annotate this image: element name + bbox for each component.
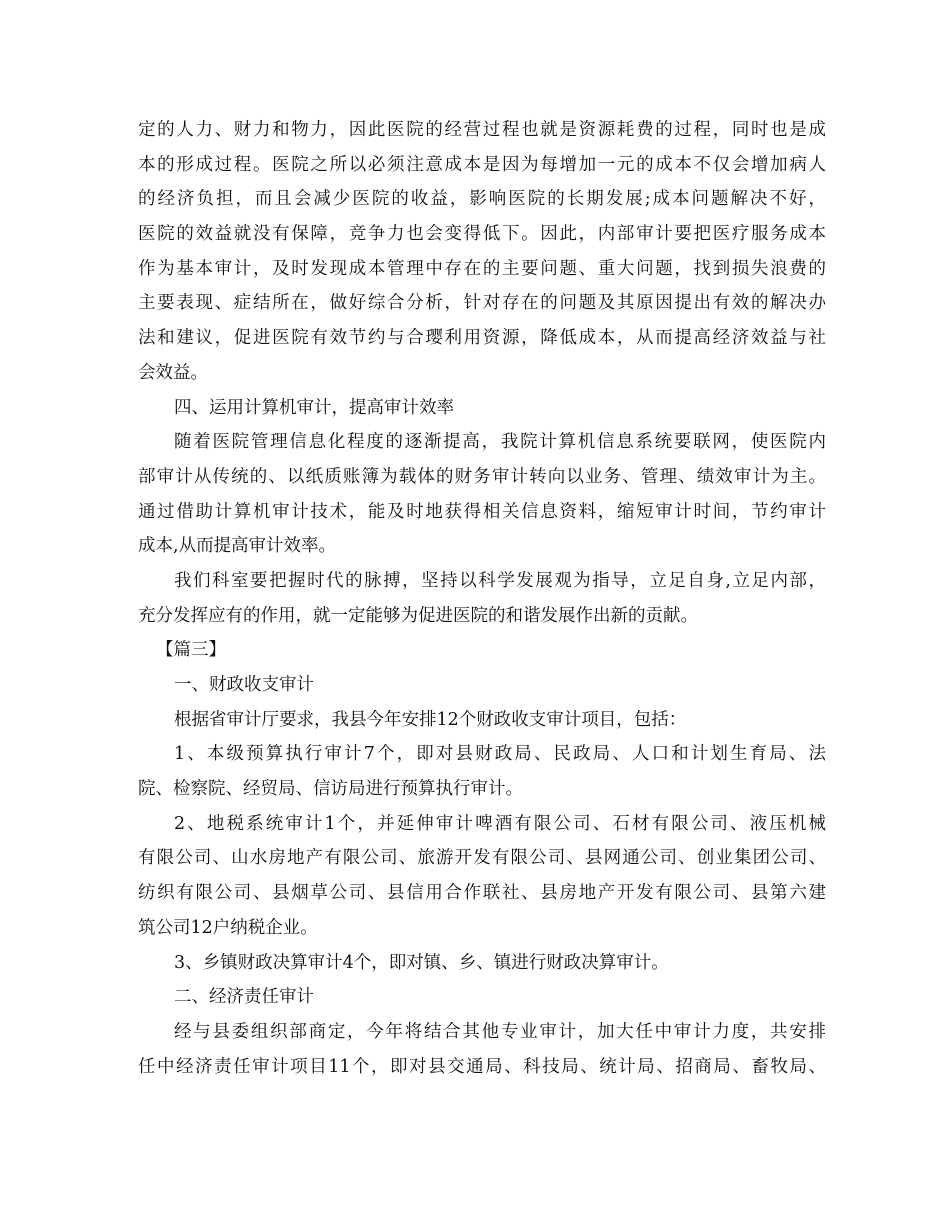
section-heading: 【篇三】 (156, 640, 226, 661)
text-line: 有限公司、山水房地产有限公司、旅游开发有限公司、县网通公司、创业集团公司、 (138, 848, 826, 869)
text-line: 通过借助计算机审计技术，能及时地获得相关信息资料，缩短审计时间，节约审计 (138, 501, 826, 522)
text-line: 的经济负担，而且会减少医院的收益，影响医院的长期发展;成本问题解决不好， (138, 189, 826, 210)
text-line: 本的形成过程。医院之所以必须注意成本是因为每增加一元的成本不仅会增加病人 (138, 154, 826, 175)
text-line: 定的人力、财力和物力，因此医院的经营过程也就是资源耗费的过程，同时也是成 (138, 120, 826, 140)
text-line: 随着医院管理信息化程度的逐渐提高，我院计算机信息系统要联网，使医院内 (174, 432, 826, 453)
section-heading: 二、经济责任审计 (174, 987, 314, 1008)
text-line: 法和建议，促进医院有效节约与合璎利用资源，降低成本，从而提高经济效益与社 (138, 328, 826, 349)
text-line: 1、本级预算执行审计7个，即对县财政局、民政局、人口和计划生育局、法 (174, 744, 826, 765)
text-line: 纺织有限公司、县烟草公司、县信用合作联社、县房地产开发有限公司、县第六建 (138, 883, 826, 904)
text-line: 部审计从传统的、以纸质账簿为载体的财务审计转向以业务、管理、绩效审计为主。 (138, 466, 826, 487)
text-line: 作为基本审计，及时发现成本管理中存在的主要问题、重大问题，找到损失浪费的 (138, 258, 826, 279)
text-line: 根据省审计厅要求，我县今年安排12个财政收支审计项目，包括： (174, 709, 687, 730)
text-line: 我们科室要把握时代的脉搏，坚持以科学发展观为指导，立足自身,立足内部， (174, 570, 826, 591)
text-line: 筑公司12户纳税企业。 (138, 917, 318, 938)
text-line: 医院的效益就没有保障，竞争力也会变得低下。因此，内部审计要把医疗服务成本 (138, 224, 826, 245)
text-line: 充分发挥应有的作用，就一定能够为促进医院的和谐发展作出新的贡献。 (138, 605, 698, 626)
text-line: 3、乡镇财政决算审计4个，即对镇、乡、镇进行财政决算审计。 (174, 952, 669, 973)
text-line: 任中经济责任审计项目11个，即对县交通局、科技局、统计局、招商局、畜牧局、 (138, 1056, 826, 1077)
document-body (138, 113, 826, 1084)
text-line: 成本,从而提高审计效率。 (138, 536, 337, 557)
text-line: 会效益。 (138, 362, 208, 383)
text-line: 院、检察院、经贸局、信访局进行预算执行审计。 (138, 779, 523, 800)
text-line: 主要表现、症结所在，做好综合分析，针对存在的问题及其原因提出有效的解决办 (138, 293, 826, 314)
text-line: 经与县委组织部商定，今年将结合其他专业审计，加大任中审计力度，共安排 (174, 1021, 826, 1042)
section-heading: 四、运用计算机审计，提高审计效率 (174, 397, 454, 418)
section-heading: 一、财政收支审计 (174, 675, 314, 695)
text-line: 2、地税系统审计1个，并延伸审计啤酒有限公司、石材有限公司、液压机械 (174, 813, 826, 834)
